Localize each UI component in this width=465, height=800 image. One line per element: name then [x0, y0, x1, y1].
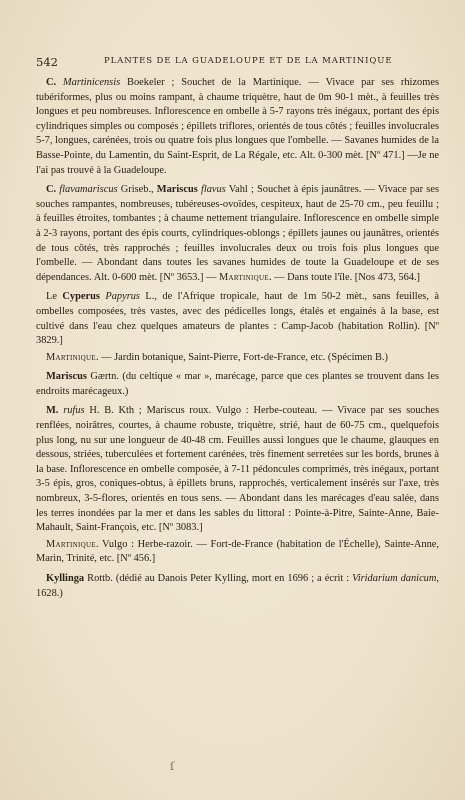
- paragraph-text: Gærtn. (du celtique « mar », marécage, parce que ces plantes se trouvent dans les endroits marécageux.): [36, 371, 440, 397]
- taxon-name: Mariscus: [46, 371, 91, 383]
- taxon-name: Kyllinga: [46, 573, 88, 584]
- taxon-name: C.: [46, 184, 60, 196]
- species-epithet: rufus: [63, 405, 85, 417]
- locality-label: Martinique: [219, 271, 269, 283]
- taxon-name: Mariscus: [156, 184, 201, 196]
- paragraph-text: Boekeler ; Souchet de la Martinique. — Vivace par ses rhizomes tubériformes, plus ou moins rampant, à chaume triquètre, haut de 0m 90-1 mèt., à feuilles très longues et peu nombreuses. Inflorescence en ombelle à 5-7 rayons très inégaux, portant des épis cylindriques simples ou composés ; épillets triflores, orientés de tous côtés ; feuilles involucrales 5-7, longues, carénées, trois ou quatre fois plus longues que l'ombelle. — Savanes humides de la Basse-Pointe, du Lamentin, du Saint-Esprit, de La Régale, etc. Alt. 0-300 mèt. [Nº 471.] —Je ne l'ai pas trouvé à la Guadeloupe.: [36, 77, 439, 176]
- paragraph: [36, 370, 439, 399]
- paragraph: [36, 404, 439, 535]
- paragraph: [36, 183, 439, 285]
- taxon-name: C.: [46, 77, 63, 88]
- paragraph: [36, 572, 439, 601]
- paragraph-text: Le: [46, 291, 63, 303]
- paragraph: [36, 76, 439, 178]
- page-header: [36, 55, 435, 71]
- paragraph-text: . Vulgo : Herbe-razoir. — Fort-de-France (habitation de l'Échelle), Sainte-Anne, Marin, Trinité, etc. [Nº 456.]: [36, 538, 439, 565]
- locality-label: Martinique: [46, 351, 96, 363]
- paragraph-text: H. B. Kth ; Mariscus roux. Vulgo : Herbe-couteau. — Vivace par ses souches renflées, noirâtres, courtes, à chaume robuste, triquètre, strié, haut de 60-75 cm., quelquefois plus long, nu sur une longueur de 40-48 cm. Feuilles aussi longues que le chaume, glauques en dessous, striées, tuberculées et fortement carénées, très finement serretées sur les bords, brunes à la base. Inflorescence en ombelle composée, à 7-11 pédoncules comprimés, très inégaux, portant 3-5 épis, gros, coniques-obtus, à épillets bruns, rapprochés, verticalement insérés sur l'axe, très nombreux, 3-5-flores, orientés en tous sens. — Abondant dans les marécages d'eau salée, dans les terres inondées par la mer et dans les sables du littoral : Pointe-à-Pitre, Sainte-Anne, Baie-Mahault, Saint-François, etc. [Nº 3083.]: [36, 405, 439, 534]
- paragraph-text: . — Jardin botanique, Saint-Pierre, Fort-de-France, etc. (Spécimen B.): [95, 351, 388, 363]
- paragraph-text: Griseb.,: [117, 184, 157, 196]
- paragraph: [36, 538, 439, 567]
- paragraph: [36, 290, 439, 348]
- page-mark: ſ: [170, 760, 175, 773]
- paragraph-text: Vahl ; Souchet à épis jaunâtres. — Vivace par ses souches rampantes, nombreuses, tubéreuses-ovoïdes, cespiteux, haut de 25-70 cm., peu feuillu ; à feuilles étroites, tombantes ; à chaume nettement triangulaire. Inflorescence en ombelle simple à 2-3 rayons, portant des épis courts, cylindriques-oblongs ; épillets jaunes ou jaunâtres, orientés de tous côtés, très rapprochés ; feuilles involucrales deux ou trois fois plus longues que l'ombelle. — Abondant dans toutes les savanes humides de toute la Guadeloupe et de ses dépendances. Alt. 0-600 mèt. [Nº 3653.] —: [36, 184, 439, 283]
- species-epithet: Viridarium danicum: [352, 573, 437, 584]
- species-epithet: Martinicensis: [63, 77, 121, 88]
- page-number: 542: [36, 55, 58, 69]
- paragraph-text: Rottb. (dédié au Danois Peter Kylling, mort en 1696 ; a écrit :: [87, 573, 353, 584]
- species-epithet: flavamariscus: [59, 184, 118, 196]
- paragraph-text: . — Dans toute l'île. [Nos 473, 564.]: [268, 271, 421, 283]
- species-epithet: Papyrus: [105, 291, 140, 303]
- running-title: PLANTES DE LA GUADELOUPE ET DE LA MARTINIQUE: [104, 56, 393, 66]
- taxon-name: Cyperus: [62, 291, 106, 303]
- paragraph-text: L., de l'Afrique tropicale, haut de 1m 50-2 mèt., sans feuilles, à ombelles composées, très vastes, avec des pédicelles longs, étalés et engainés à la base, est cultivé dans l'eau chez quelques amateurs de plantes : Camp-Jacob (habitation Rollin). [Nº 3829.]: [36, 291, 439, 347]
- page-body: [36, 76, 439, 606]
- taxon-name: M.: [46, 405, 64, 417]
- locality-label: Martinique: [46, 538, 96, 550]
- paragraph-text: , 1628.): [36, 573, 439, 599]
- paragraph: [36, 351, 439, 366]
- species-epithet: flavus: [200, 184, 226, 196]
